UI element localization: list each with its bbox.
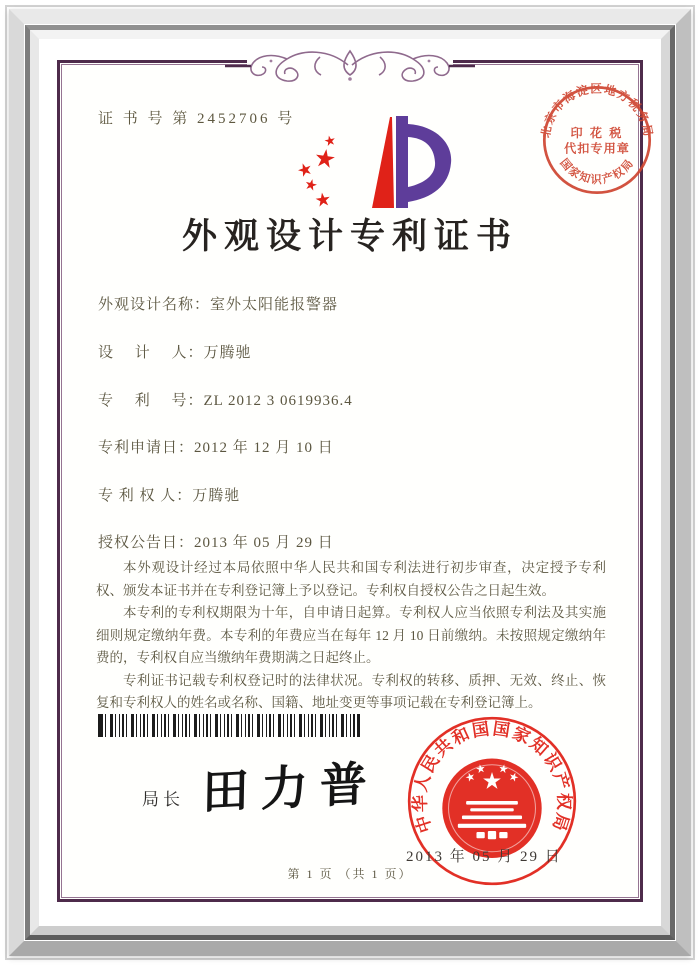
tax-seal-ring-top: 北京市海淀区地方税务局 bbox=[539, 82, 655, 139]
tax-stamp-icon bbox=[538, 81, 656, 199]
field-patentee bbox=[98, 484, 240, 505]
field-value: 室外太阳能报警器 bbox=[210, 297, 339, 313]
certificate bbox=[57, 60, 655, 902]
tax-seal-ring-bottom: 国家知识产权局 bbox=[557, 156, 637, 187]
legal-paragraph: 本专利的专利权期限为十年，自申请日起算。专利权人应当依照专利法及其实施细则规定缴纳年费。本专利的年费应当在每年 12 月 10 日前缴纳。未按照规定缴纳年费的，专利权自应当缴纳年费期满之日起终止。 bbox=[96, 605, 606, 665]
field-filing-date bbox=[98, 436, 334, 457]
seal-issue-date: 2013 年 05 月 29 日 bbox=[406, 849, 562, 865]
ornamental-flourish-icon bbox=[225, 37, 475, 99]
field-value: 2012 年 12 月 10 日 bbox=[194, 440, 334, 456]
field-label: 专 利 号： bbox=[98, 393, 204, 409]
field-value: 万腾驰 bbox=[203, 345, 252, 361]
page-number-footer: 第 1 页 （共 1 页） bbox=[287, 867, 413, 881]
legal-paragraph: 专利证书记载专利权登记时的法律状况。专利权的转移、质押、无效、终止、恢复和专利权人的姓名或名称、国籍、地址变更等事项记载在专利登记簿上。 bbox=[96, 672, 606, 710]
field-patent-number bbox=[98, 389, 353, 410]
field-value: ZL 2012 3 0619936.4 bbox=[203, 393, 353, 409]
field-value: 2013 年 05 月 29 日 bbox=[194, 535, 334, 551]
field-label: 专利申请日： bbox=[98, 440, 195, 456]
field-design-name bbox=[98, 293, 338, 314]
legal-paragraph: 本外观设计经过本局依照中华人民共和国专利法进行初步审查，决定授予专利权、颁发本证书并在专利登记簿上予以登记。专利权自授权公告之日起生效。 bbox=[96, 560, 606, 598]
field-designer bbox=[98, 341, 252, 362]
certificate-title: 外观设计专利证书 bbox=[181, 217, 518, 256]
office-seal-ring-text: 中华人民共和国国家知识产权局 bbox=[410, 719, 574, 835]
barcode-icon bbox=[98, 714, 360, 737]
director-title-label: 局长 bbox=[142, 790, 184, 809]
field-value: 万腾驰 bbox=[192, 488, 241, 504]
tax-seal-center-line2: 代扣专用章 bbox=[564, 141, 630, 156]
field-label: 外观设计名称： bbox=[98, 297, 211, 313]
svg-text:国家知识产权局 bbox=[557, 156, 636, 187]
field-grant-date bbox=[98, 531, 334, 552]
cnipa-patent-logo-icon bbox=[286, 113, 461, 213]
field-label: 专 利 权 人： bbox=[98, 488, 193, 504]
tax-seal-center-line1: 印 花 税 bbox=[570, 125, 624, 140]
legal-text bbox=[96, 557, 606, 715]
national-emblem-icon bbox=[442, 759, 541, 858]
field-label: 设 计 人： bbox=[98, 345, 204, 361]
field-label: 授权公告日： bbox=[98, 535, 195, 551]
certificate-number: 证 书 号 第 2452706 号 bbox=[98, 111, 296, 127]
director-signature: 田力普 bbox=[201, 756, 380, 821]
